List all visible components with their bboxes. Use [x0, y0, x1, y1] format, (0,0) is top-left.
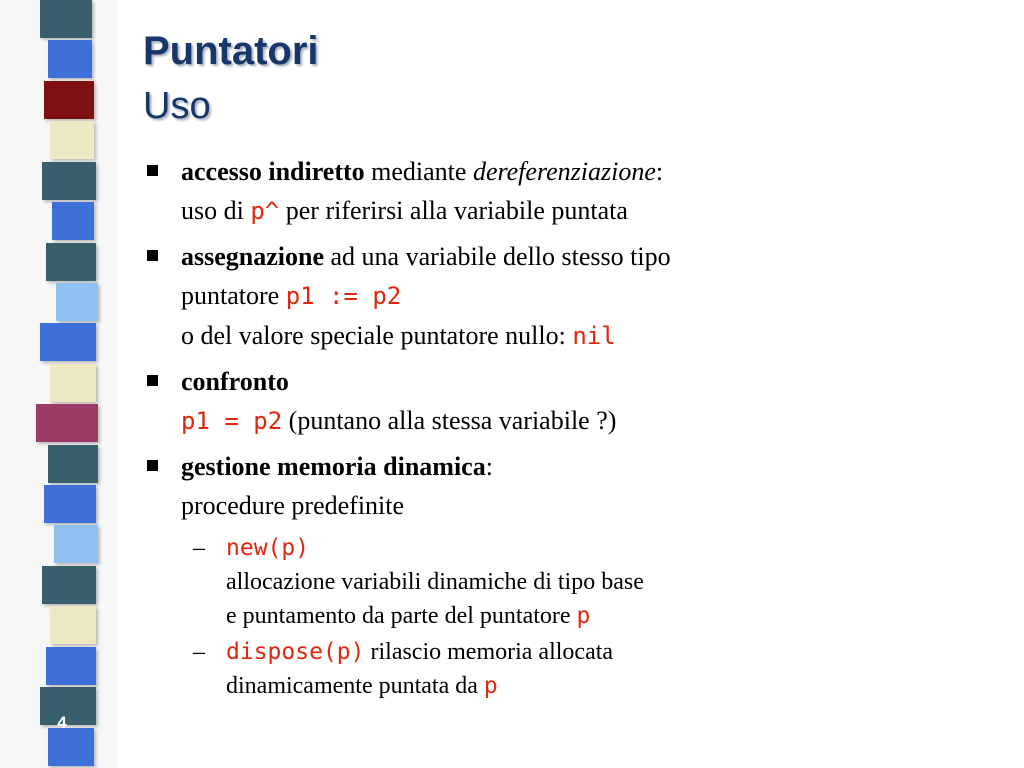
bullet-gestione-memoria	[143, 447, 1003, 525]
bullet-punct: :	[485, 452, 493, 481]
bullet-square-icon	[147, 165, 158, 176]
sub-bullet-line	[226, 599, 1003, 633]
code-snippet: p	[483, 673, 498, 699]
decorative-stripe	[42, 566, 96, 604]
bullet-square-icon	[147, 375, 158, 386]
decorative-stripe-bar	[0, 0, 118, 768]
sub-bullet-line	[226, 531, 1003, 565]
decorative-stripe	[40, 323, 96, 361]
bullet-text: mediante	[364, 157, 473, 186]
sub-bullet-new	[143, 531, 1003, 633]
sub-bullet-line	[226, 565, 1003, 599]
bullet-text: puntatore	[181, 281, 286, 310]
bullet-line	[181, 276, 1003, 316]
decorative-stripe	[54, 525, 98, 563]
code-snippet: p	[576, 603, 591, 629]
bullet-square-icon	[147, 250, 158, 261]
bullet-line	[181, 316, 1003, 356]
bullet-term: gestione memoria dinamica	[181, 452, 486, 481]
bullet-line	[181, 447, 1003, 486]
code-snippet: p^	[250, 197, 280, 225]
decorative-stripe	[42, 162, 96, 200]
decorative-stripe	[36, 404, 98, 442]
sub-bullet-dispose	[143, 635, 1003, 703]
bullet-line	[181, 152, 1003, 191]
slide-content	[143, 152, 1003, 703]
decorative-stripe	[52, 202, 94, 240]
code-snippet: p1 := p2	[285, 282, 402, 310]
sub-bullet-text: allocazione variabili dinamiche di tipo base	[226, 569, 644, 595]
bullet-line	[181, 362, 1003, 401]
bullet-text: per riferirsi alla variabile puntata	[279, 196, 628, 225]
decorative-stripe	[44, 485, 96, 523]
decorative-stripe	[40, 0, 92, 38]
bullet-confronto	[143, 362, 1003, 441]
slide-title: Puntatori	[143, 29, 319, 73]
bullet-square-icon	[147, 460, 158, 471]
decorative-stripe	[46, 647, 96, 685]
decorative-stripe	[48, 445, 98, 483]
code-snippet: nil	[572, 322, 616, 350]
bullet-line	[181, 237, 1003, 276]
slide-number: 4	[57, 713, 67, 732]
bullet-term: assegnazione	[181, 242, 324, 271]
decorative-stripe	[50, 121, 94, 159]
bullet-italic-term: dereferenziazione	[472, 157, 656, 186]
decorative-stripe	[46, 243, 96, 281]
slide-subtitle: Uso	[143, 85, 211, 127]
decorative-stripe	[56, 283, 98, 321]
sub-bullet-dash: –	[193, 639, 205, 665]
sub-bullet-dash: –	[193, 535, 205, 561]
code-snippet: dispose(p)	[226, 639, 365, 665]
bullet-term: accesso indiretto	[181, 157, 365, 186]
bullet-text: procedure predefinite	[181, 491, 405, 520]
decorative-stripe	[50, 606, 96, 644]
bullet-accesso-indiretto	[143, 152, 1003, 231]
bullet-text: uso di	[181, 196, 251, 225]
bullet-line	[181, 401, 1003, 441]
sub-bullet-text: dinamicamente puntata da	[226, 673, 484, 699]
decorative-stripe	[44, 81, 94, 119]
bullet-text: o del valore speciale puntatore nullo:	[181, 321, 573, 350]
code-snippet: p1 = p2	[181, 407, 283, 435]
bullet-term: confronto	[181, 367, 289, 396]
bullet-assegnazione	[143, 237, 1003, 356]
bullet-line	[181, 191, 1003, 231]
decorative-stripe	[48, 40, 92, 78]
bullet-line	[181, 486, 1003, 525]
bullet-text: (puntano alla stessa variabile ?)	[282, 406, 617, 435]
sub-bullet-line	[226, 635, 1003, 669]
decorative-stripe	[50, 364, 96, 402]
bullet-text: ad una variabile dello stesso tipo	[324, 242, 671, 271]
code-snippet: new(p)	[226, 535, 310, 561]
sub-bullet-text: e puntamento da parte del puntatore	[226, 603, 577, 629]
sub-bullet-text: rilascio memoria allocata	[364, 639, 614, 665]
sub-bullet-line	[226, 669, 1003, 703]
bullet-punct: :	[655, 157, 664, 186]
